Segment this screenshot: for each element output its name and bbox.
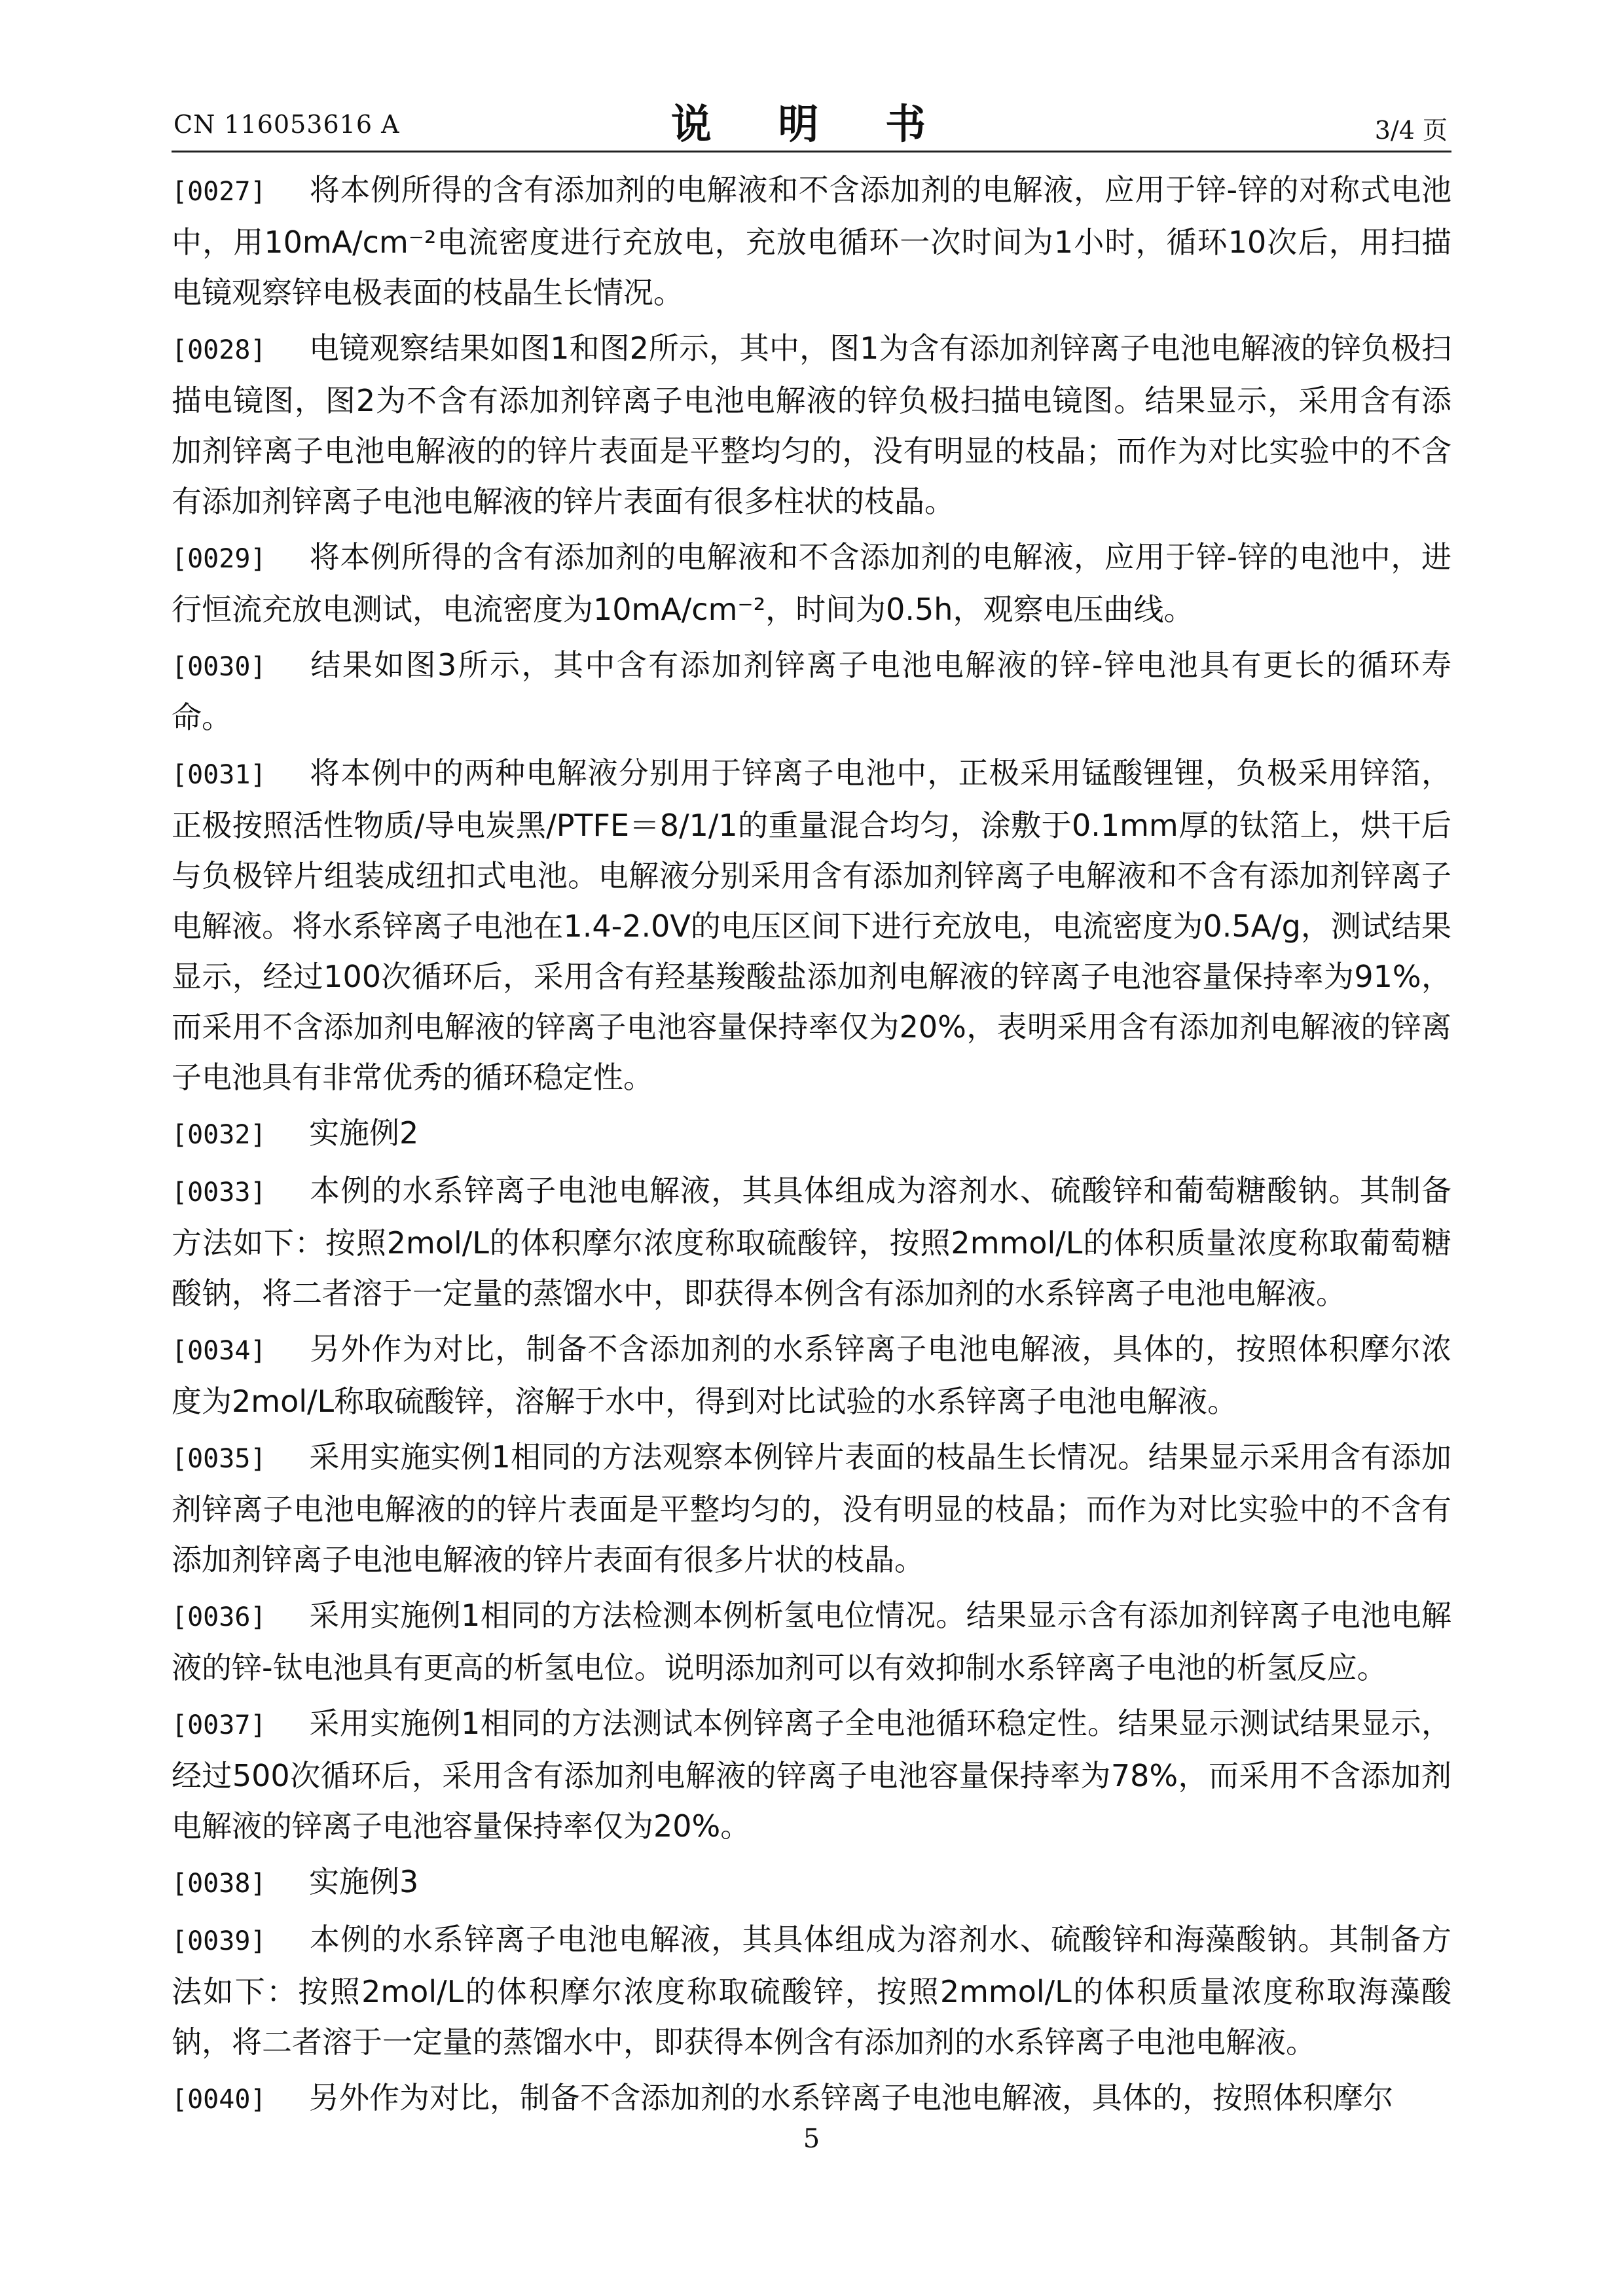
paragraph-0036 <box>172 1590 1451 1693</box>
paragraph-0035 <box>172 1432 1451 1585</box>
paragraph-number: [0036] <box>172 1602 266 1632</box>
paragraph-number: [0037] <box>172 1710 266 1740</box>
paragraph-text: 采用实施例1相同的方法测试本例锌离子全电池循环稳定性。结果显示测试结果显示，经过500次循环后，采用含有添加剂电解液的锌离子电池容量保持率为78%，而采用不含添加剂电解液的锌离子电池容量保持率仅为20%。 <box>172 1706 1451 1844</box>
page-number: 5 <box>803 2124 820 2154</box>
paragraph-text: 电镜观察结果如图1和图2所示，其中，图1为含有添加剂锌离子电池电解液的锌负极扫描电镜图，图2为不含有添加剂锌离子电池电解液的锌负极扫描电镜图。结果显示，采用含有添加剂锌离子电池电解液的的锌片表面是平整均匀的，没有明显的枝晶；而作为对比实验中的不含有添加剂锌离子电池电解液的锌片表面有很多柱状的枝晶。 <box>172 331 1451 519</box>
paragraph-number: [0033] <box>172 1177 266 1208</box>
paragraph-text: 采用实施例1相同的方法检测本例析氢电位情况。结果显示含有添加剂锌离子电池电解液的锌-钛电池具有更高的析氢电位。说明添加剂可以有效抑制水系锌离子电池的析氢反应。 <box>172 1598 1451 1685</box>
paragraph-text: 将本例所得的含有添加剂的电解液和不含添加剂的电解液，应用于锌-锌的电池中，进行恒流充放电测试，电流密度为10mA/cm⁻²，时间为0.5h，观察电压曲线。 <box>172 539 1451 627</box>
paragraph-text: 将本例中的两种电解液分别用于锌离子电池中，正极采用锰酸锂锂，负极采用锌箔，正极按照活性物质/导电炭黑/PTFE＝8/1/1的重量混合均匀，涂敷于0.1mm厚的钛箔上，烘干后与负极锌片组装成纽扣式电池。电解液分别采用含有添加剂锌离子电解液和不含有添加剂锌离子电解液。将水系锌离子电池在1.4-2.0V的电压区间下进行充放电，电流密度为0.5A/g，测试结果显示，经过100次循环后，采用含有羟基羧酸盐添加剂电解液的锌离子电池容量保持率为91%，而采用不含添加剂电解液的锌离子电池容量保持率仅为20%，表明采用含有添加剂电解液的锌离子电池具有非常优秀的循环稳定性。 <box>172 755 1451 1095</box>
paragraph-0037 <box>172 1698 1451 1852</box>
paragraph-number: [0034] <box>172 1336 266 1366</box>
paragraph-text: 另外作为对比，制备不含添加剂的水系锌离子电池电解液，具体的，按照体积摩尔浓度为2mol/L称取硫酸锌，溶解于水中，得到对比试验的水系锌离子电池电解液。 <box>172 1331 1451 1419</box>
page-indicator: 3/4 页 <box>1374 116 1448 145</box>
paragraph-number: [0035] <box>172 1444 266 1474</box>
paragraph-0028 <box>172 323 1451 527</box>
paragraph-text: 另外作为对比，制备不含添加剂的水系锌离子电池电解液，具体的，按照体积摩尔 <box>309 2080 1393 2115</box>
paragraph-0027 <box>172 165 1451 318</box>
paragraph-text: 结果如图3所示，其中含有添加剂锌离子电池电解液的锌-锌电池具有更长的循环寿命。 <box>172 647 1451 735</box>
paragraph-0040 <box>172 2073 1451 2125</box>
paragraph-text: 本例的水系锌离子电池电解液，其具体组成为溶剂水、硫酸锌和葡萄糖酸钠。其制备方法如下：按照2mol/L的体积摩尔浓度称取硫酸锌，按照2mmol/L的体积质量浓度称取葡萄糖酸钠，将二者溶于一定量的蒸馏水中，即获得本例含有添加剂的水系锌离子电池电解液。 <box>172 1173 1451 1311</box>
paragraph-text: 本例的水系锌离子电池电解液，其具体组成为溶剂水、硫酸锌和海藻酸钠。其制备方法如下：按照2mol/L的体积摩尔浓度称取硫酸锌，按照2mmol/L的体积质量浓度称取海藻酸钠，将二者溶于一定量的蒸馏水中，即获得本例含有添加剂的水系锌离子电池电解液。 <box>172 1922 1451 2060</box>
paragraph-number: [0030] <box>172 652 266 682</box>
paragraph-0029 <box>172 532 1451 635</box>
paragraph-0039 <box>172 1914 1451 2068</box>
paragraph-0031 <box>172 748 1451 1103</box>
paragraph-0033 <box>172 1166 1451 1319</box>
paragraph-0034 <box>172 1324 1451 1427</box>
paragraph-0038 <box>172 1857 1451 1909</box>
paragraph-number: [0039] <box>172 1926 266 1956</box>
paragraph-0030 <box>172 640 1451 743</box>
paragraph-text: 将本例所得的含有添加剂的电解液和不含添加剂的电解液，应用于锌-锌的对称式电池中，用10mA/cm⁻²电流密度进行充放电，充放电循环一次时间为1小时，循环10次后，用扫描电镜观察锌电极表面的枝晶生长情况。 <box>172 172 1451 310</box>
paragraph-text: 采用实施实例1相同的方法观察本例锌片表面的枝晶生长情况。结果显示采用含有添加剂锌离子电池电解液的的锌片表面是平整均匀的，没有明显的枝晶；而作为对比实验中的不含有添加剂锌离子电池电解液的锌片表面有很多片状的枝晶。 <box>172 1439 1451 1577</box>
header-divider <box>172 151 1451 152</box>
paragraph-number: [0031] <box>172 760 266 790</box>
paragraph-number: [0038] <box>172 1869 266 1899</box>
paragraph-0032 <box>172 1108 1451 1160</box>
paragraph-number: [0028] <box>172 335 266 365</box>
description-body <box>172 165 1451 2125</box>
publication-number: CN 116053616 A <box>173 110 400 139</box>
paragraph-text: 实施例3 <box>309 1864 419 1899</box>
paragraph-number: [0040] <box>172 2085 266 2115</box>
paragraph-number: [0027] <box>172 177 266 207</box>
paragraph-number: [0032] <box>172 1120 266 1150</box>
paragraph-text: 实施例2 <box>309 1115 419 1151</box>
paragraph-number: [0029] <box>172 544 266 574</box>
document-title: 说 明 书 <box>670 100 953 148</box>
